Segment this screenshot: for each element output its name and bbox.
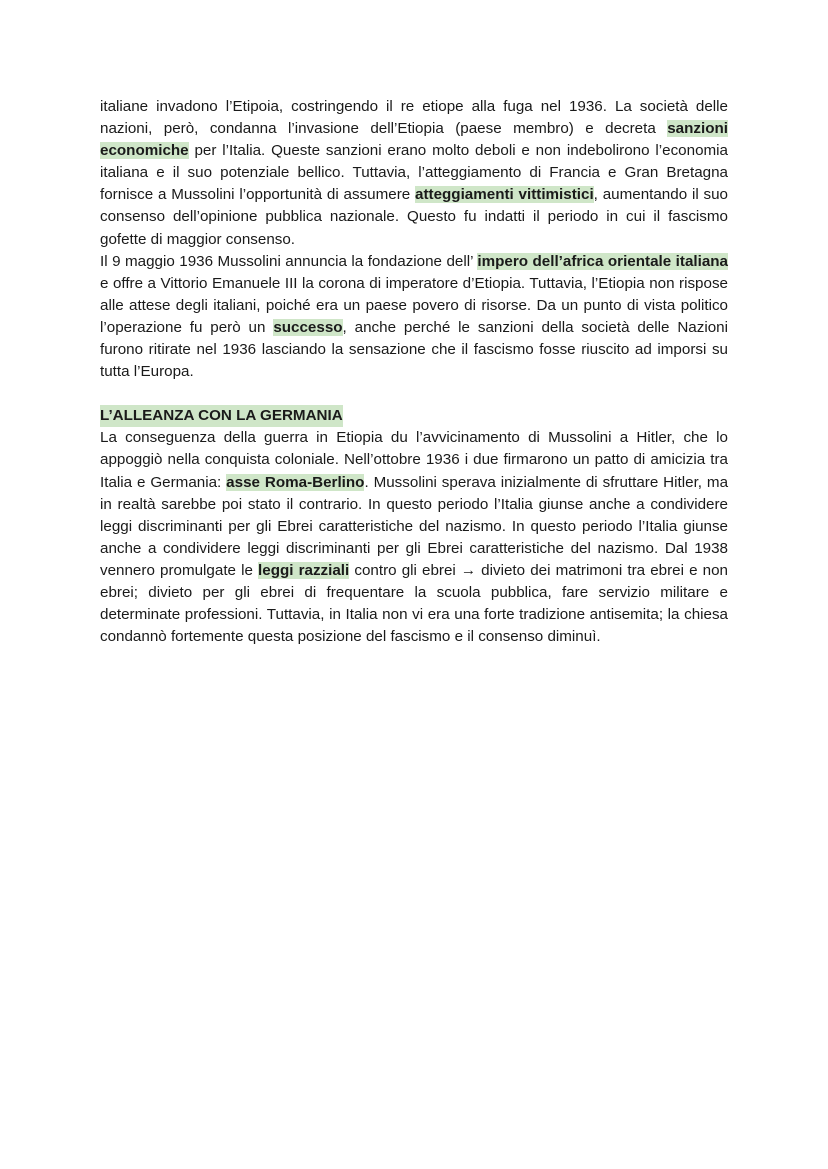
text-run: per l’Italia. Queste sanzioni erano molto deboli e non indebolirono l’economia italiana e il suo potenziale bellico. Tuttavia, l’atteggiamento di Francia e Gran Bretagna fornisce a Mussolini l’opportunità di assumere xyxy=(100,142,728,204)
text-run: , aumentando il suo consenso dell’opinione pubblica nazionale. Questo fu indatti il periodo in cui il fascismo gofette di maggior consenso. xyxy=(100,186,728,248)
highlight-leggi-razziali: leggi razziali xyxy=(258,561,350,579)
highlight-successo: successo xyxy=(273,318,343,336)
highlight-sanzioni-economiche: sanzioni economiche xyxy=(100,120,728,160)
text-run: , anche perché le sanzioni della società delle Nazioni furono ritirate nel 1936 lasciando la sensazione che il fascismo fosse riuscito ad imporsi su tutta l’Europa. xyxy=(100,318,728,381)
paragraph-alleanza-germania xyxy=(100,427,728,648)
highlight-impero-africa-orientale: impero dell’africa orientale italiana xyxy=(477,252,728,270)
text-run: . Mussolini sperava inizialmente di sfruttare Hitler, ma in realtà sarebbe poi stato il contrario. In questo periodo l’Italia giunse anche a condividere leggi discriminanti per gli Ebrei caratteristiche del nazismo. In questo periodo l’Italia giunse anche a condividere leggi discriminanti per gli Ebrei caratteristiche del nazismo. Dal 1938 vennero promulgate le xyxy=(100,473,729,579)
highlight-asse-roma-berlino: asse Roma-Berlino xyxy=(226,473,365,491)
document-page xyxy=(100,96,728,648)
section-heading: L’ALLEANZA CON LA GERMANIA xyxy=(100,405,343,427)
paragraph-ethiopia-invasion xyxy=(100,96,728,251)
text-run: Il 9 maggio 1936 Mussolini annuncia la fondazione dell’ xyxy=(100,252,478,270)
text-run: e offre a Vittorio Emanuele III la corona di imperatore d’Etiopia. Tuttavia, l’Etiopia non rispose alle attese degli italiani, poiché era un paese povero di risorse. Da un punto di vista politico l’operazione fu però un xyxy=(100,274,728,336)
text-run: La conseguenza della guerra in Etiopia du l’avvicinamento di Mussolini a Hitler, che lo appoggiò nella conquista coloniale. Nell’ottobre 1936 i due firmarono un patto di amicizia tra Italia e Germania: xyxy=(100,429,728,491)
text-run: italiane invadono l’Etipoia, costringendo il re etiope alla fuga nel 1936. La società delle nazioni, però, condanna l’invasione dell’Etiopia (paese membro) e decreta xyxy=(100,98,728,138)
paragraph-impero-africa xyxy=(100,251,728,384)
highlight-atteggiamenti-vittimistici: atteggiamenti vittimistici xyxy=(415,186,594,204)
text-run: contro gli ebrei → divieto dei matrimoni tra ebrei e non ebrei; divieto per gli ebrei di frequentare la scuola pubblica, fare servizio militare e determinate professioni. Tuttavia, in Italia non vi era una forte tradizione antisemita; la chiesa condannò fortemente questa posizione del fascismo e il consenso diminuì. xyxy=(100,561,728,646)
